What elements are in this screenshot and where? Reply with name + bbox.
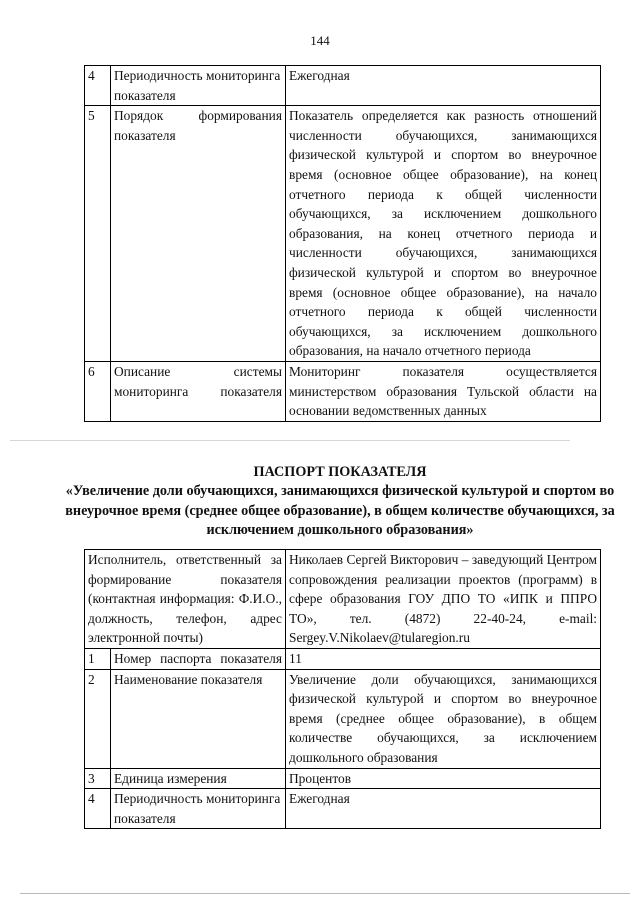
passport-subtitle: «Увеличение доли обучающихся, занимающихся физической культурой и спортом во внеурочное время (среднее общее образование), в общем количестве обучающихся, за исключением дошкольного образования» bbox=[65, 483, 615, 538]
row-number: 4 bbox=[85, 789, 111, 829]
row-label: Номер паспорта показателя bbox=[111, 648, 286, 669]
row-value: Показатель определяется как разность отношений численности обучающихся, занимающихся физической культурой и спортом во внеурочное время (основное общее образование), на конец отчетного периода к общей численности обучающихся, за исключением дошкольного образования, на конец отчетного периода и численности обучающихся, занимающихся физической культурой и спортом во внеурочное время (основное общее образование), на начало отчетного периода к общей численности обучающихся, за исключением дошкольного образования, на начало отчетного периода bbox=[286, 106, 601, 362]
row-value: Ежегодная bbox=[286, 66, 601, 106]
row-value: Ежегодная bbox=[286, 789, 601, 829]
executor-value: Николаев Сергей Викторович – заведующий Центром сопровождения реализации проектов (программ) в сфере образования ГОУ ДПО ТО «ИПК и ППРО ТО», тел. (4872) 22-40-24, e-mail: Sergey.V.Nikolaev@tularegion.ru bbox=[286, 550, 601, 649]
table-row bbox=[85, 669, 601, 768]
table-row bbox=[85, 648, 601, 669]
row-label: Периодичность мониторинга показателя bbox=[111, 66, 286, 106]
executor-label: Исполнитель, ответственный за формирование показателя (контактная информация: Ф.И.О., должность, телефон, адрес электронной почты) bbox=[85, 550, 286, 649]
row-number: 1 bbox=[85, 648, 111, 669]
row-number: 4 bbox=[85, 66, 111, 106]
row-number: 2 bbox=[85, 669, 111, 768]
table-row bbox=[85, 768, 601, 789]
indicator-table-continued bbox=[84, 65, 601, 422]
scan-artifact-line bbox=[10, 440, 570, 441]
table-row-executor bbox=[85, 550, 601, 649]
row-number: 6 bbox=[85, 361, 111, 421]
row-value: Мониторинг показателя осуществляется министерством образования Тульской области на основании ведомственных данных bbox=[286, 361, 601, 421]
row-label: Порядок формирования показателя bbox=[111, 106, 286, 362]
passport-title: ПАСПОРТ ПОКАЗАТЕЛЯ bbox=[253, 464, 427, 480]
scan-artifact-line bbox=[20, 893, 630, 894]
row-label: Описание системы мониторинга показателя bbox=[111, 361, 286, 421]
passport-table bbox=[84, 549, 601, 829]
page-number: 144 bbox=[310, 33, 330, 48]
row-value: Процентов bbox=[286, 768, 601, 789]
table-row bbox=[85, 106, 601, 362]
row-value: Увеличение доли обучающихся, занимающихся физической культурой и спортом во внеурочное время (среднее общее образование), в общем количестве обучающихся, за исключением дошкольного образования bbox=[286, 669, 601, 768]
table-row bbox=[85, 789, 601, 829]
table-row bbox=[85, 66, 601, 106]
row-label: Наименование показателя bbox=[111, 669, 286, 768]
row-number: 5 bbox=[85, 106, 111, 362]
row-number: 3 bbox=[85, 768, 111, 789]
table-row bbox=[85, 361, 601, 421]
row-label: Единица измерения bbox=[111, 768, 286, 789]
row-label: Периодичность мониторинга показателя bbox=[111, 789, 286, 829]
row-value: 11 bbox=[286, 648, 601, 669]
